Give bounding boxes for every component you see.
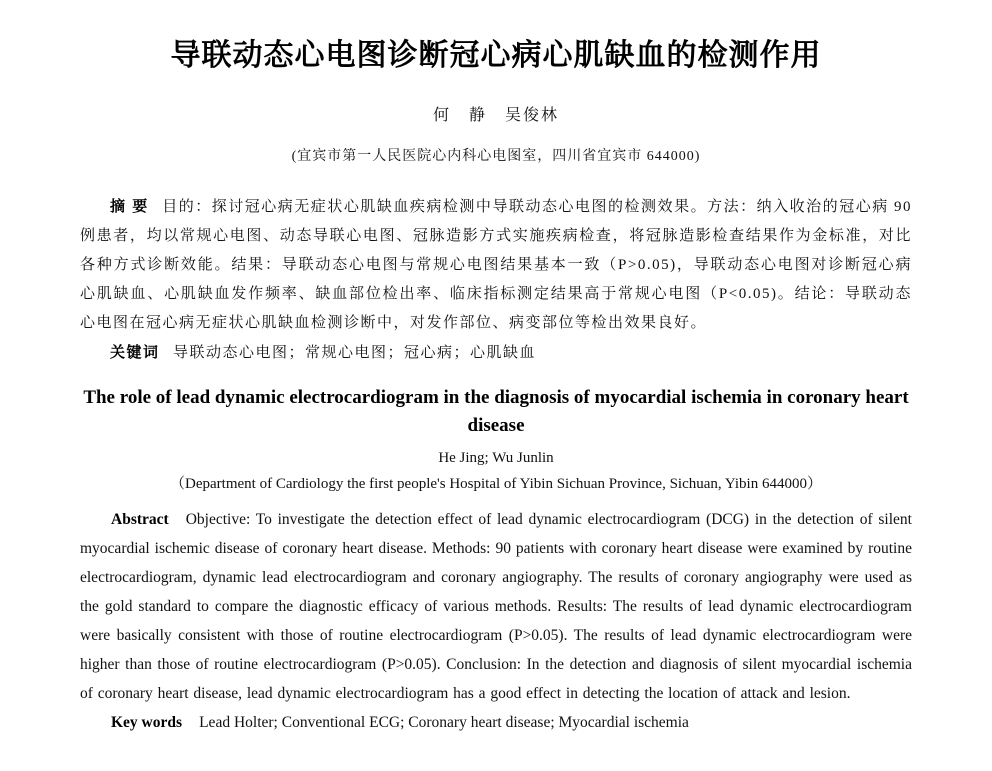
english-authors: He Jing; Wu Junlin — [438, 450, 554, 466]
chinese-abstract — [80, 192, 912, 338]
chinese-affiliation: (宜宾市第一人民医院心内科心电图室，四川省宜宾市 644000) — [291, 149, 701, 164]
chinese-title: 导联动态心电图诊断冠心病心肌缺血的检测作用 — [170, 39, 822, 72]
chinese-keywords-label: 关键词 — [110, 344, 160, 361]
english-keywords-label: Key words — [111, 714, 183, 731]
english-keywords — [80, 708, 912, 737]
english-abstract-label: Abstract — [111, 511, 169, 528]
chinese-abstract-text: 目的：探讨冠心病无症状心肌缺血疾病检测中导联动态心电图的检测效果。方法：纳入收治的冠心病 90 例患者，均以常规心电图、动态导联心电图、冠脉造影方式实施疾病检查，将冠脉造影检查结果作为金标准，对比各种方式诊断效能。结果：导联动态心电图与常规心电图结果基本一致（P>0.05)，导联动态心电图对诊断冠心病心肌缺血、心肌缺血发作频率、缺血部位检出率、临床指标测定结果高于常规心电图（P<0.05)。结论：导联动态心电图在冠心病无症状心肌缺血检测诊断中，对发作部位、病变部位等检出效果良好。 — [80, 199, 912, 331]
english-abstract — [80, 505, 912, 708]
english-affiliation: （Department of Cardiology the first people's Hospital of Yibin Sichuan Province, Sichuan, Yibin 644000） — [170, 476, 822, 492]
english-keywords-text: Lead Holter; Conventional ECG; Coronary heart disease; Myocardial ischemia — [199, 714, 689, 731]
chinese-keywords-text: 导联动态心电图；常规心电图；冠心病；心肌缺血 — [173, 345, 537, 361]
english-title: The role of lead dynamic electrocardiogram in the diagnosis of myocardial ischemia in coronary heart disease — [83, 387, 909, 436]
english-abstract-text: Objective: To investigate the detection effect of lead dynamic electrocardiogram (DCG) in the detection of silent myocardial ischemic disease of coronary heart disease. Methods: 90 patients with coronary heart disease were examined by routine electrocardiogram, dynamic lead electrocardiogram and coronary angiography. The results of coronary angiography were used as the gold standard to compare the diagnostic efficacy of various methods. Results: The results of lead dynamic electrocardiogram were basically consistent with those of routine electrocardiogram (P>0.05). The results of lead dynamic electrocardiogram were higher than those of routine electrocardiogram (P>0.05). Conclusion: In the detection and diagnosis of silent myocardial ischemia of coronary heart disease, lead dynamic electrocardiogram has a good effect in detecting the location of attack and lesion. — [80, 511, 912, 702]
chinese-abstract-label: 摘 要 — [110, 198, 149, 215]
chinese-keywords — [80, 338, 912, 368]
chinese-authors: 何 静 吴俊林 — [432, 107, 559, 124]
